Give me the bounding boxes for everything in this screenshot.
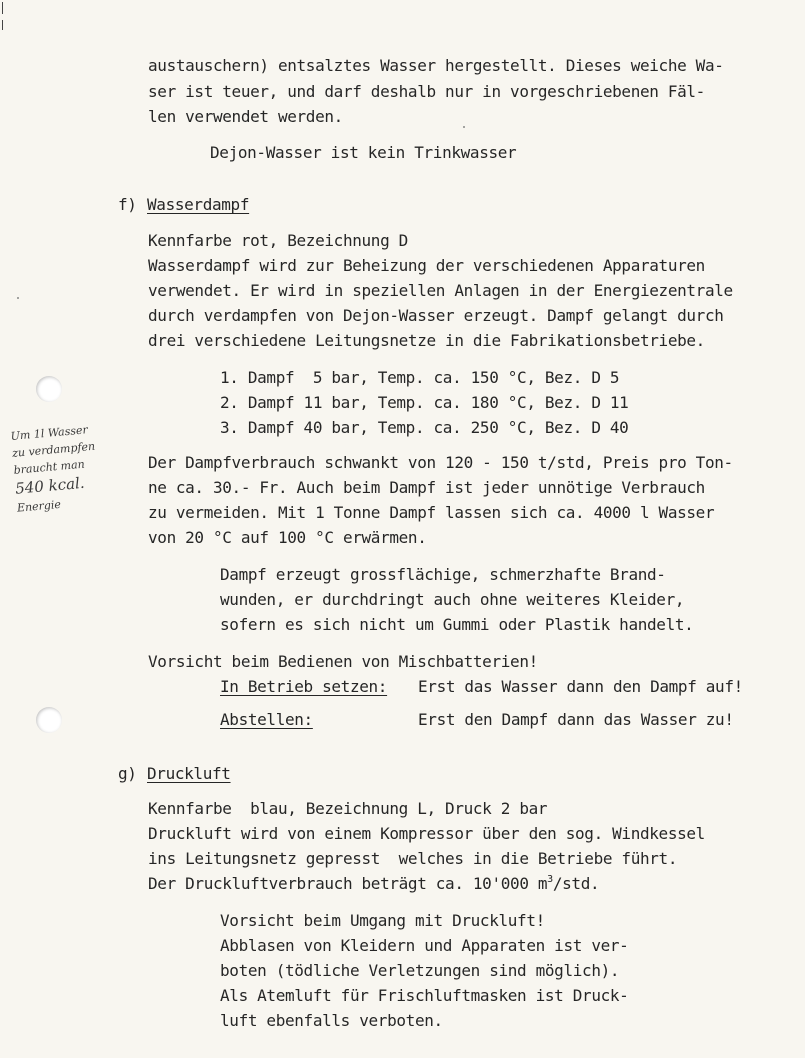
punch-hole	[36, 707, 62, 733]
steam-list-item: 3. Dampf 40 bar, Temp. ca. 250 °C, Bez. D 40	[220, 418, 629, 437]
edge-mark	[2, 2, 3, 14]
text-line: Kennfarbe blau, Bezeichnung L, Druck 2 bar	[148, 799, 548, 818]
edge-mark	[2, 20, 3, 30]
instruction-label-start: In Betrieb setzen:	[220, 677, 388, 696]
warning-line: Dejon-Wasser ist kein Trinkwasser	[210, 143, 517, 162]
text-line: ne ca. 30.- Fr. Auch beim Dampf ist jeder unnötige Verbrauch	[148, 478, 705, 497]
text-line: verwendet. Er wird in speziellen Anlagen in der Energiezentrale	[148, 281, 733, 300]
steam-list-item: 2. Dampf 11 bar, Temp. ca. 180 °C, Bez. D 11	[220, 393, 629, 412]
text-line: ser ist teuer, und darf deshalb nur in vorgeschriebenen Fäl-	[148, 82, 705, 101]
warning-line: boten (tödliche Verletzungen sind möglich).	[220, 961, 620, 980]
handwritten-margin-note	[10, 418, 133, 517]
text-line: Kennfarbe rot, Bezeichnung D	[148, 231, 408, 250]
text-line: von 20 °C auf 100 °C erwärmen.	[148, 528, 427, 547]
note-line: 540 kcal.	[14, 473, 86, 498]
warning-line: Abblasen von Kleidern und Apparaten ist ver-	[220, 936, 629, 955]
note-line: Um 1l Wasser	[10, 423, 89, 443]
section-letter-f: f)	[118, 195, 137, 214]
consumption-unit: /std.	[552, 874, 600, 893]
text-line: Wasserdampf wird zur Beheizung der verschiedenen Apparaturen	[148, 256, 705, 275]
warning-line: Dampf erzeugt grossflächige, schmerzhafte Brand-	[220, 565, 666, 584]
note-line: Energie	[16, 497, 62, 515]
consumption-text: Der Druckluftverbrauch beträgt ca. 10'000 m	[148, 874, 548, 893]
superscript-3: 3	[547, 873, 553, 885]
text-line: austauschern) entsalztes Wasser hergestellt. Dieses weiche Wa-	[148, 56, 724, 75]
warning-line: Als Atemluft für Frischluftmasken ist Druck-	[220, 986, 629, 1005]
section-heading-druckluft: Druckluft	[147, 764, 231, 783]
warning-line: luft ebenfalls verboten.	[220, 1011, 443, 1030]
text-line: durch verdampfen von Dejon-Wasser erzeugt. Dampf gelangt durch	[148, 306, 724, 325]
text-line: drei verschiedene Leitungsnetze in die Fabrikationsbetriebe.	[148, 331, 705, 350]
text-line	[148, 874, 599, 894]
paper-speck	[17, 297, 19, 299]
section-heading-wasserdampf: Wasserdampf	[147, 195, 250, 214]
note-line: zu verdampfen	[11, 439, 96, 460]
note-line: braucht man	[13, 457, 86, 477]
punch-hole	[36, 376, 62, 402]
text-line: Der Dampfverbrauch schwankt von 120 - 150 t/std, Preis pro Ton-	[148, 453, 733, 472]
instruction-text-start: Erst das Wasser dann den Dampf auf!	[418, 677, 743, 696]
warning-line: wunden, er durchdringt auch ohne weiteres Kleider,	[220, 590, 685, 609]
text-line: zu vermeiden. Mit 1 Tonne Dampf lassen sich ca. 4000 l Wasser	[148, 503, 715, 522]
warning-line: Vorsicht beim Umgang mit Druckluft!	[220, 911, 545, 930]
instruction-text-stop: Erst den Dampf dann das Wasser zu!	[418, 710, 734, 729]
warning-line: sofern es sich nicht um Gummi oder Plastik handelt.	[220, 615, 694, 634]
text-line: len verwendet werden.	[148, 107, 343, 126]
text-line: Druckluft wird von einem Kompressor über den sog. Windkessel	[148, 824, 705, 843]
steam-list-item: 1. Dampf 5 bar, Temp. ca. 150 °C, Bez. D 5	[220, 368, 620, 387]
instruction-label-stop: Abstellen:	[220, 710, 313, 729]
text-line: ins Leitungsnetz gepresst welches in die Betriebe führt.	[148, 849, 678, 868]
section-letter-g: g)	[118, 764, 137, 783]
text-line: Vorsicht beim Bedienen von Mischbatterien!	[148, 652, 538, 671]
